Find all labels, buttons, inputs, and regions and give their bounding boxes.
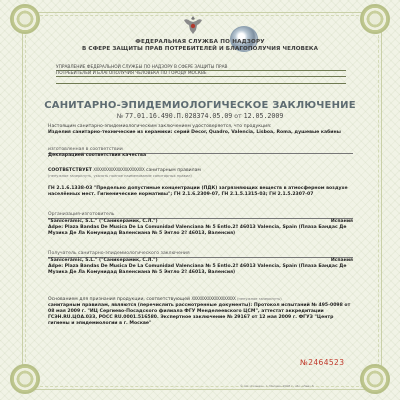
recipient-label: Получатель санитарно-эпидемиологического заключения	[48, 251, 353, 258]
basis-note: (ненужное зачеркнуть)	[237, 297, 282, 301]
conformity-suffix: санитарным правилам	[145, 168, 201, 173]
recipient-address: Adpe: Plaza Bandas De Musica De La Comunidad Valenciana № 5 Entlo.2º 46013 Valencia, Spain (Плаза Бандас Де Музика Де Ла Комунидад Валенсиана № 5 Энтло 2º 46013, Валенсия)	[48, 264, 347, 275]
conformity-prefix: СООТВЕТСТВУЕТ	[48, 168, 92, 173]
manufacturer-address: Adpe: Plaza Bandas De Musica De La Comunidad Valenciana № 5 Entlo.2º 46013 Valencia, Spain (Плаза Бандас Де Музика Де Ла Комунидад Валенсиана № 5 Энтло 2º 46013, Валенсия)	[48, 225, 347, 236]
certificate-number-line	[80, 112, 320, 120]
rosette-icon	[360, 4, 390, 34]
recipient-name: "Sanicerámic, S.L." ("Саникерамик, С.Л.")	[48, 258, 158, 263]
serial-number: №2464523	[300, 358, 345, 367]
divider	[56, 76, 346, 77]
product-description: Изделия санитарно-технические из керамики: серий Decor, Quadro, Valencia, Lisboa, Roma, душевые кабины	[48, 130, 341, 135]
basis-masked: XXXXXXXXXXXXXXXXXXX	[191, 296, 236, 301]
basis-section	[48, 296, 353, 327]
date-prefix: от	[234, 113, 242, 120]
divider	[56, 83, 346, 84]
rosette-icon	[360, 364, 390, 394]
conformity-masked: XXXXXXXXXXXXXXXXXXXXXX	[93, 167, 145, 172]
certificate-date: 12.05.2009	[243, 112, 284, 120]
made-according-label: изготовленная в соответствии	[48, 147, 353, 154]
double-headed-eagle-icon	[181, 14, 205, 36]
made-according-value: Декларацией соответствия качества	[48, 153, 147, 158]
recipient-country: Испания	[330, 258, 353, 263]
department-line1: УПРАВЛЕНИЕ ФЕДЕРАЛЬНОЙ СЛУЖБЫ ПО НАДЗОРУ В СФЕРЕ ЗАЩИТЫ ПРАВ	[56, 65, 228, 70]
document-title: САНИТАРНО-ЭПИДЕМИОЛОГИЧЕСКОЕ ЗАКЛЮЧЕНИЕ	[44, 100, 356, 111]
manufacturer-name: "Sanicerámic, S.L." ("Саникерамик, С.Л.")	[48, 219, 158, 224]
manufacturer-country: Испания	[330, 219, 353, 224]
hygiene-standards: ГН 2.1.6.1338-03 "Предельно допустимые концентрации (ПДК) загрязняющих веществ в атмосферном воздухе населённых мест. Гигиенические нормативы"; ГН 2.1.6.2309-07, ГН 2.1.5.1315-03; ГН 2.1.5.2307-07	[48, 186, 348, 197]
certificate-number: 77.01.16.490.П.028374.05.09	[125, 112, 233, 120]
manufacturer-label: Организация-изготовитель	[48, 212, 353, 219]
recipient-details	[48, 258, 353, 276]
manufacturer-details	[48, 219, 353, 237]
department-line2: ПОТРЕБИТЕЛЕЙ И БЛАГОПОЛУЧИЯ ЧЕЛОВЕКА ПО ГОРОДУ МОСКВЕ	[56, 71, 207, 76]
rosette-icon	[10, 364, 40, 394]
agency-header-line1: ФЕДЕРАЛЬНАЯ СЛУЖБА ПО НАДЗОРУ	[135, 39, 265, 45]
conformity-line	[48, 167, 353, 174]
conformity-note: (ненужное зачеркнуть, указать полное наименование санитарных правил)	[48, 174, 192, 178]
rosette-icon	[10, 4, 40, 34]
basis-line	[48, 296, 353, 303]
agency-header-line2: В СФЕРЕ ЗАЩИТЫ ПРАВ ПОТРЕБИТЕЛЕЙ И БЛАГОПОЛУЧИЯ ЧЕЛОВЕКА	[81, 46, 319, 52]
intro-text: Настоящим санитарно-эпидемиологическим заключением удостоверяется, что продукция:	[48, 124, 272, 129]
basis-prefix: Основанием для признания продукции, соответствующей	[48, 297, 191, 302]
number-prefix: №	[116, 113, 124, 120]
printer-imprint: © АО «Гознак», г. Москва, 2008 г. «Б» «Лев» 5	[240, 384, 314, 388]
basis-documents: санитарным правилам, являются (перечислить рассмотренные документы): Протокол испытаний № 495-0098 от 08 мая 2009 г. "ИЦ Сергиево-Посадского филиала ФГУ Менделеевского ЦСМ", аттестат аккредитации ГСЭН.RU.ЦОА.033, РОСС RU.0001.516580. Экспертное заключение № 29167 от 12 мая 2009 г. ФГУЗ "Центр гигиены и эпидемиологии в г. Москве"	[48, 303, 351, 326]
